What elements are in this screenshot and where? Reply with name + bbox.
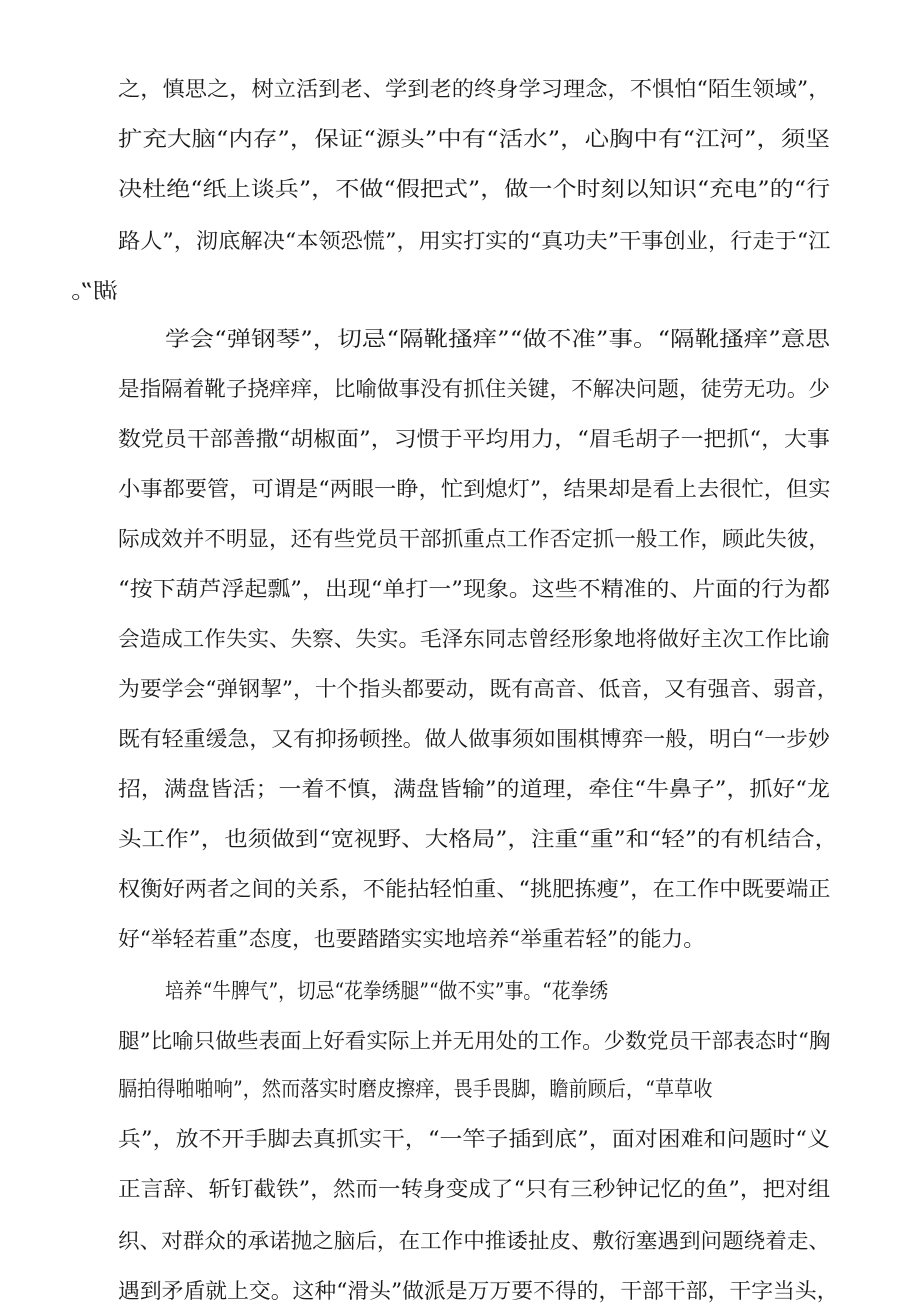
- text-line: 路人”，沏底解决“本领恐慌”，用实打实的“真功夫”干事创业，行走于“江: [118, 229, 831, 253]
- text-line: 权衡好两者之间的关系，不能拈轻怕重、“挑肥拣瘦”，在工作中既要端正: [118, 877, 831, 901]
- text-line: 腿”比喻只做些表面上好看实际上并无用处的工作。少数党员干部表态时“胸: [118, 1029, 831, 1053]
- text-line: 膈拍得啪啪响”，然而落实时磨皮擦痒，畏手畏脚，瞻前顾后，“草草收: [118, 1077, 713, 1101]
- text-line: 遇到矛盾就上交。这种“滑头”做派是万万要不得的，干部干部，干字当头，: [118, 1279, 839, 1303]
- text-line: 好“举轻若重”态度，也要踏踏实实地培养“举重若轻”的能力。: [118, 927, 705, 951]
- text-line: 正言辞、斩钉截铁”，然而一转身变成了“只有三秒钟记忆的鱼”，把对组: [118, 1177, 831, 1201]
- text-line: 数党员干部善撒“胡椒面”，习惯于平均用力，“眉毛胡子一把抓“，大事: [118, 427, 830, 451]
- text-line: 湖”。: [55, 279, 118, 303]
- text-line: 际成效并不明显，还有些党员干部抓重点工作否定抓一般工作，顾此失彼，: [118, 527, 830, 551]
- text-line: 会造成工作失实、失察、失实。毛泽东同志曾经形象地将做好主次工作比谕: [118, 627, 830, 651]
- text-line: 扩充大脑“内存”，保证“源头”中有“活水”，心胸中有“江河”，须坚: [118, 127, 830, 151]
- text-line: 是指隔着靴子挠痒痒，比喻做事没有抓住关键，不解决问题，徒劳无功。少: [118, 377, 830, 401]
- text-line: “按下葫芦浮起瓢”，出现“单打一”现象。这些不精准的、片面的行为都: [118, 577, 830, 601]
- text-line: 培养“牛脾气”，切忌“花拳绣腿”“做不实”事。“花拳绣: [165, 979, 609, 1003]
- text-line: 招，满盘皆活；一着不慎，满盘皆输”的道理，牵住“牛鼻子”，抓好“龙: [118, 777, 830, 801]
- text-line: 决杜绝“纸上谈兵”，不做“假把式”，做一个时刻以知识“充电”的“行: [118, 177, 831, 201]
- text-line: 既有轻重缓急，又有抑扬顿挫。做人做事须如围棋博弈一般，明白“一步妙: [118, 727, 830, 751]
- text-line: 学会“弹钢琴”，切忌“隔靴搔痒”“做不准”事。“隔靴搔痒”意思: [165, 327, 830, 351]
- text-line: 之，慎思之，树立活到老、学到老的终身学习理念，不惧怕“陌生领域”，: [118, 77, 831, 101]
- text-line: 为要学会“弹钢挈”，十个指头都要动，既有高音、低音，又有强音、弱音，: [118, 677, 839, 701]
- text-line: 织、对群众的承诺抛之脑后，在工作中推诿扯皮、敷衍塞遇到问题绕着走、: [118, 1229, 830, 1253]
- text-line: 小事都要管，可谓是“两眼一睁，忙到熄灯”，结果却是看上去很忙，但实: [118, 477, 831, 501]
- text-line: 兵”，放不开手脚去真抓实干，“一竿子插到底”，面对困难和问题时“义: [118, 1127, 830, 1151]
- text-line: 头工作”，也须做到“宽视野、大格局”，注重“重”和“轻”的有机结合，: [118, 827, 839, 851]
